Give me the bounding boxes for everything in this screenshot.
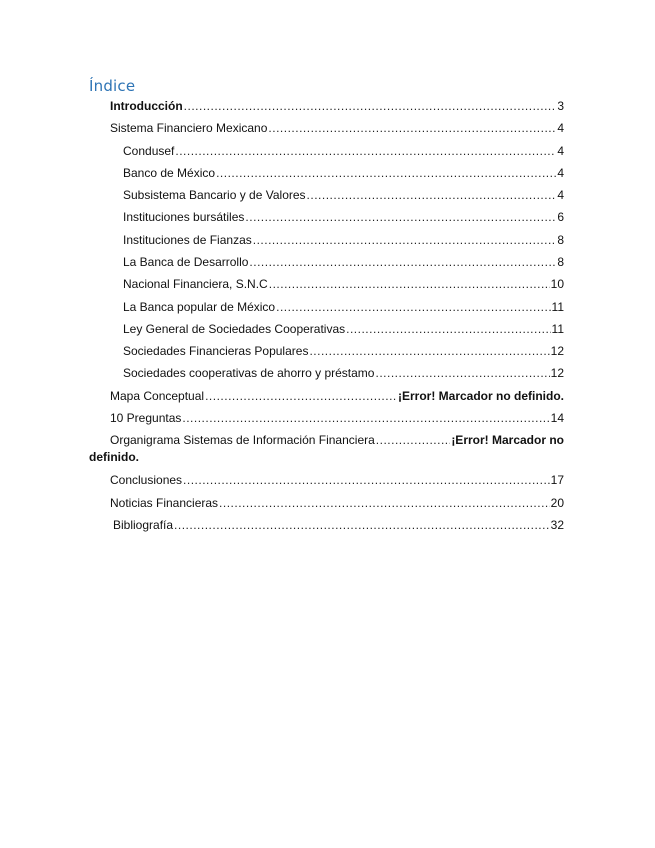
dot-leader xyxy=(205,389,397,403)
toc-entry-label: Bibliografía xyxy=(113,518,174,532)
toc-entry-label: Organigrama Sistemas de Información Financiera xyxy=(110,433,375,447)
toc-entry-bibliografia[interactable] xyxy=(113,518,564,532)
toc-entry-page: 12 xyxy=(550,366,564,380)
toc-entry-label: Condusef xyxy=(123,144,175,158)
toc-entry-error: ¡Error! Marcador no xyxy=(451,433,564,447)
toc-entry-page: 14 xyxy=(550,411,564,425)
toc-entry-error-continuation: definido. xyxy=(89,450,139,464)
toc-entry-condusef[interactable] xyxy=(123,144,564,158)
toc-entry-label: La Banca popular de México xyxy=(123,300,276,314)
toc-entry-label: Mapa Conceptual xyxy=(110,389,205,403)
toc-entry-label: La Banca de Desarrollo xyxy=(123,255,249,269)
toc-entry-label: Sociedades Financieras Populares xyxy=(123,344,309,358)
toc-entry-page: 6 xyxy=(557,210,564,224)
toc-entry-page: 11 xyxy=(551,322,564,336)
dot-leader xyxy=(183,473,550,487)
dot-leader xyxy=(245,210,556,224)
toc-entry-page: 10 xyxy=(550,277,564,291)
toc-entry-instituciones-bursatiles[interactable] xyxy=(123,210,564,224)
dot-leader xyxy=(269,277,550,291)
toc-entry-page: 4 xyxy=(557,188,564,202)
toc-entry-label: Introducción xyxy=(110,99,183,113)
dot-leader xyxy=(216,166,556,180)
dot-leader xyxy=(346,322,550,336)
toc-entry-page: 4 xyxy=(557,144,564,158)
toc-entry-mapa-conceptual[interactable] xyxy=(110,389,564,403)
toc-entry-ley-general[interactable] xyxy=(123,322,564,336)
dot-leader xyxy=(253,233,557,247)
toc-entry-page: 8 xyxy=(557,233,564,247)
toc-entry-banca-popular[interactable] xyxy=(123,300,564,314)
toc-title: Índice xyxy=(89,77,136,95)
toc-entry-introduccion[interactable] xyxy=(110,99,564,113)
toc-entry-sociedades-financieras[interactable] xyxy=(123,344,564,358)
toc-entry-page: 17 xyxy=(550,473,564,487)
toc-entry-sistema-financiero[interactable] xyxy=(110,121,564,135)
toc-entry-banca-desarrollo[interactable] xyxy=(123,255,564,269)
dot-leader xyxy=(276,300,550,314)
toc-entry-page: 20 xyxy=(550,496,564,510)
toc-entry-banco-de-mexico[interactable] xyxy=(123,166,564,180)
toc-entry-label: Sociedades cooperativas de ahorro y préstamo xyxy=(123,366,375,380)
toc-entry-label: Instituciones bursátiles xyxy=(123,210,245,224)
toc-entry-label: 10 Preguntas xyxy=(110,411,182,425)
dot-leader xyxy=(175,144,556,158)
dot-leader xyxy=(376,433,451,447)
toc-entry-page: 4 xyxy=(557,121,564,135)
dot-leader xyxy=(174,518,550,532)
toc-entry-page: 11 xyxy=(551,300,564,314)
dot-leader xyxy=(375,366,549,380)
toc-entry-error: ¡Error! Marcador no definido. xyxy=(397,389,564,403)
toc-entry-label: Subsistema Bancario y de Valores xyxy=(123,188,306,202)
toc-entry-label: Instituciones de Fianzas xyxy=(123,233,252,247)
toc-entry-label: Nacional Financiera, S.N.C xyxy=(123,277,268,291)
toc-entry-page: 32 xyxy=(550,518,564,532)
toc-entry-noticias-financieras[interactable] xyxy=(110,496,564,510)
toc-entry-nacional-financiera[interactable] xyxy=(123,277,564,291)
dot-leader xyxy=(184,99,557,113)
dot-leader xyxy=(309,344,549,358)
toc-entry-label: Ley General de Sociedades Cooperativas xyxy=(123,322,346,336)
dot-leader xyxy=(249,255,556,269)
toc-entry-sociedades-cooperativas[interactable] xyxy=(123,366,564,380)
toc-entry-label: Banco de México xyxy=(123,166,216,180)
toc-entry-page: 8 xyxy=(557,255,564,269)
toc-entry-label: Noticias Financieras xyxy=(110,496,219,510)
toc-entry-organigrama[interactable] xyxy=(110,433,564,447)
toc-entry-subsistema-bancario[interactable] xyxy=(123,188,564,202)
toc-entry-page: 3 xyxy=(557,99,564,113)
dot-leader xyxy=(182,411,549,425)
toc-entry-label: Conclusiones xyxy=(110,473,183,487)
toc-entry-page: 4 xyxy=(557,166,564,180)
dot-leader xyxy=(268,121,556,135)
dot-leader xyxy=(219,496,550,510)
dot-leader xyxy=(307,188,557,202)
toc-entry-conclusiones[interactable] xyxy=(110,473,564,487)
toc-entry-label: Sistema Financiero Mexicano xyxy=(110,121,268,135)
toc-entry-instituciones-fianzas[interactable] xyxy=(123,233,564,247)
toc-entry-page: 12 xyxy=(550,344,564,358)
toc-entry-10-preguntas[interactable] xyxy=(110,411,564,425)
